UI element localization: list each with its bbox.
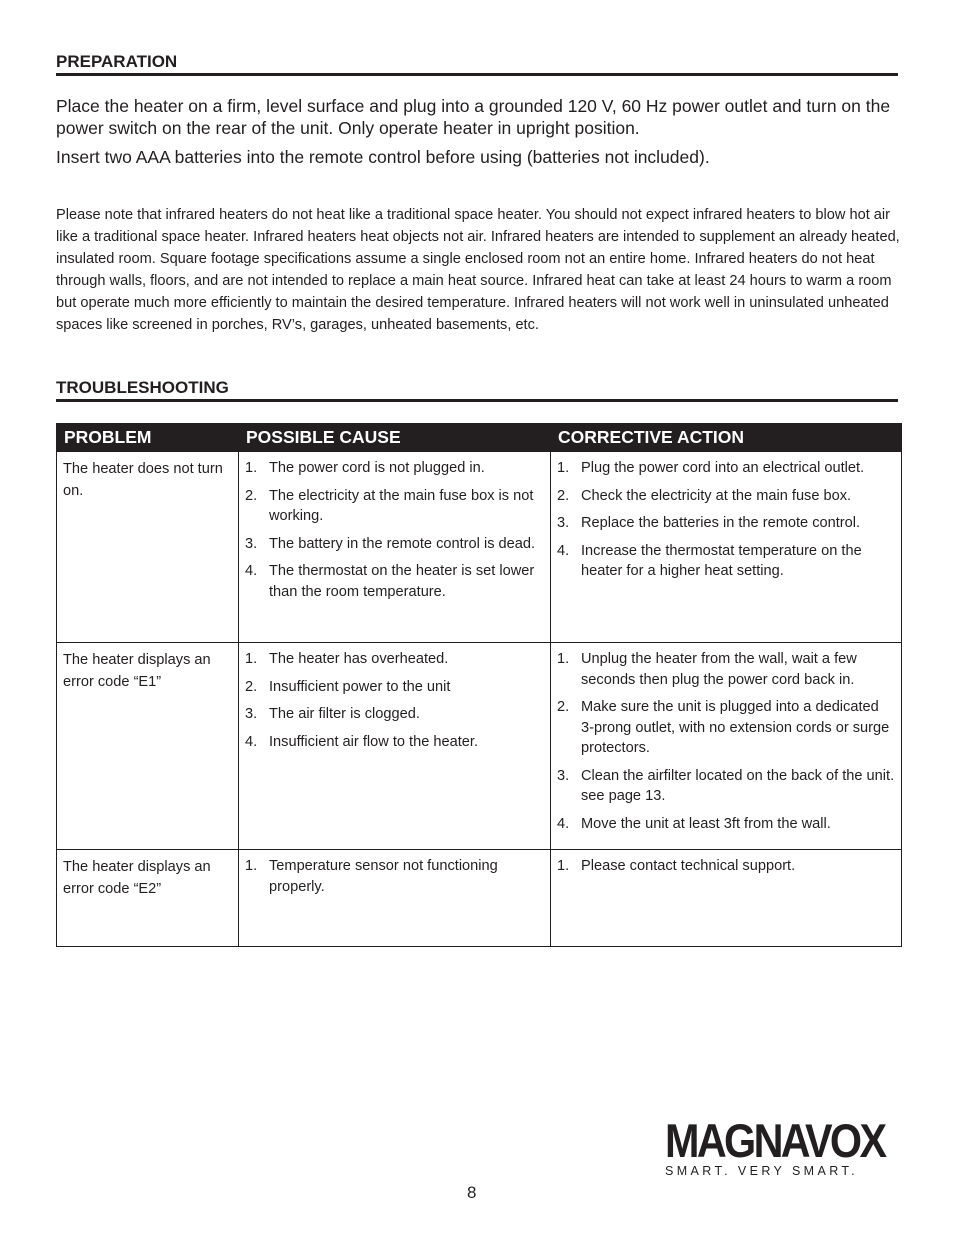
causes-cell [239,452,551,643]
table-row [57,850,902,947]
list-item: 4. Increase the thermostat temperature on the heater for a higher heat setting. [557,542,862,579]
problem-cell: The heater displays an error code “E2” [57,850,239,947]
preparation-paragraph-2: Insert two AAA batteries into the remote control before using (batteries not included). [56,147,710,167]
actions-cell [551,452,902,643]
actions-cell [551,850,902,947]
logo-wordmark: MAGNAVOX [665,1114,885,1167]
magnavox-logo [665,1114,900,1178]
list-item: 1. Please contact technical support. [557,858,796,874]
list-item: 2. Make sure the unit is plugged into a dedicated 3-prong outlet, with no extension cords or surge protectors. [557,699,890,756]
list-item: 1. The heater has overheated. [245,651,449,667]
list-item: 2. Insufficient power to the unit [245,678,451,695]
problem-cell: The heater displays an error code “E1” [57,643,239,850]
causes-cell [239,850,551,947]
infrared-note: Please note that infrared heaters do not heat like a traditional space heater. You should not expect infrared heaters to blow hot air like a traditional space heater. Infrared heaters heat objects not air. Infrared heaters are intended to supplement an already heated, insulated room. Square footage specifications assume a single enclosed room not an entire home. Infrared heaters do not heat through walls, floors, and are not intended to replace a main heat source. Infrared heat can take at least 24 hours to warm a room but operate much more efficiently to maintain the desired temperature. Infrared heaters will not work well in uninsulated unheated spaces like screened in porches, RV’s, garages, unheated basements, etc. [56,207,900,333]
troubleshooting-heading: TROUBLESHOOTING [56,378,898,402]
troubleshooting-table [56,423,902,947]
list-item: 2. Check the electricity at the main fuse box. [557,487,852,504]
preparation-paragraph-1: Place the heater on a firm, level surface and plug into a grounded 120 V, 60 Hz power outlet and turn on the power switch on the rear of the unit. Only operate heater in upright position. [56,96,891,138]
list-item: 3. The battery in the remote control is dead. [245,535,536,552]
list-item: 1. Plug the power cord into an electrical outlet. [557,460,865,476]
list-item: 3. The air filter is clogged. [245,706,420,722]
column-header-problem: PROBLEM [57,424,239,452]
actions-cell [551,643,902,850]
list-item: 4. Move the unit at least 3ft from the wall. [557,815,831,832]
list-item: 4. The thermostat on the heater is set lower than the room temperature. [245,563,535,600]
list-item: 1. The power cord is not plugged in. [245,460,485,476]
causes-cell [239,643,551,850]
preparation-heading: PREPARATION [56,52,898,76]
list-item: 1. Unplug the heater from the wall, wait a few seconds then plug the power cord back in. [557,651,857,688]
table-row [57,452,902,643]
list-item: 2. The electricity at the main fuse box is not working. [245,487,534,524]
list-item: 3. Replace the batteries in the remote control. [557,515,861,531]
column-header-corrective-action: CORRECTIVE ACTION [551,424,902,452]
table-header-row [57,424,902,452]
page-number: 8 [467,1183,477,1202]
column-header-possible-cause: POSSIBLE CAUSE [239,424,551,452]
table-row [57,643,902,850]
logo-tagline: SMART. VERY SMART. [665,1164,858,1178]
list-item: 4. Insufficient air flow to the heater. [245,733,479,750]
list-item: 3. Clean the airfilter located on the back of the unit. see page 13. [557,767,895,804]
list-item: 1. Temperature sensor not functioning properly. [245,858,498,895]
problem-cell: The heater does not turn on. [57,452,239,643]
